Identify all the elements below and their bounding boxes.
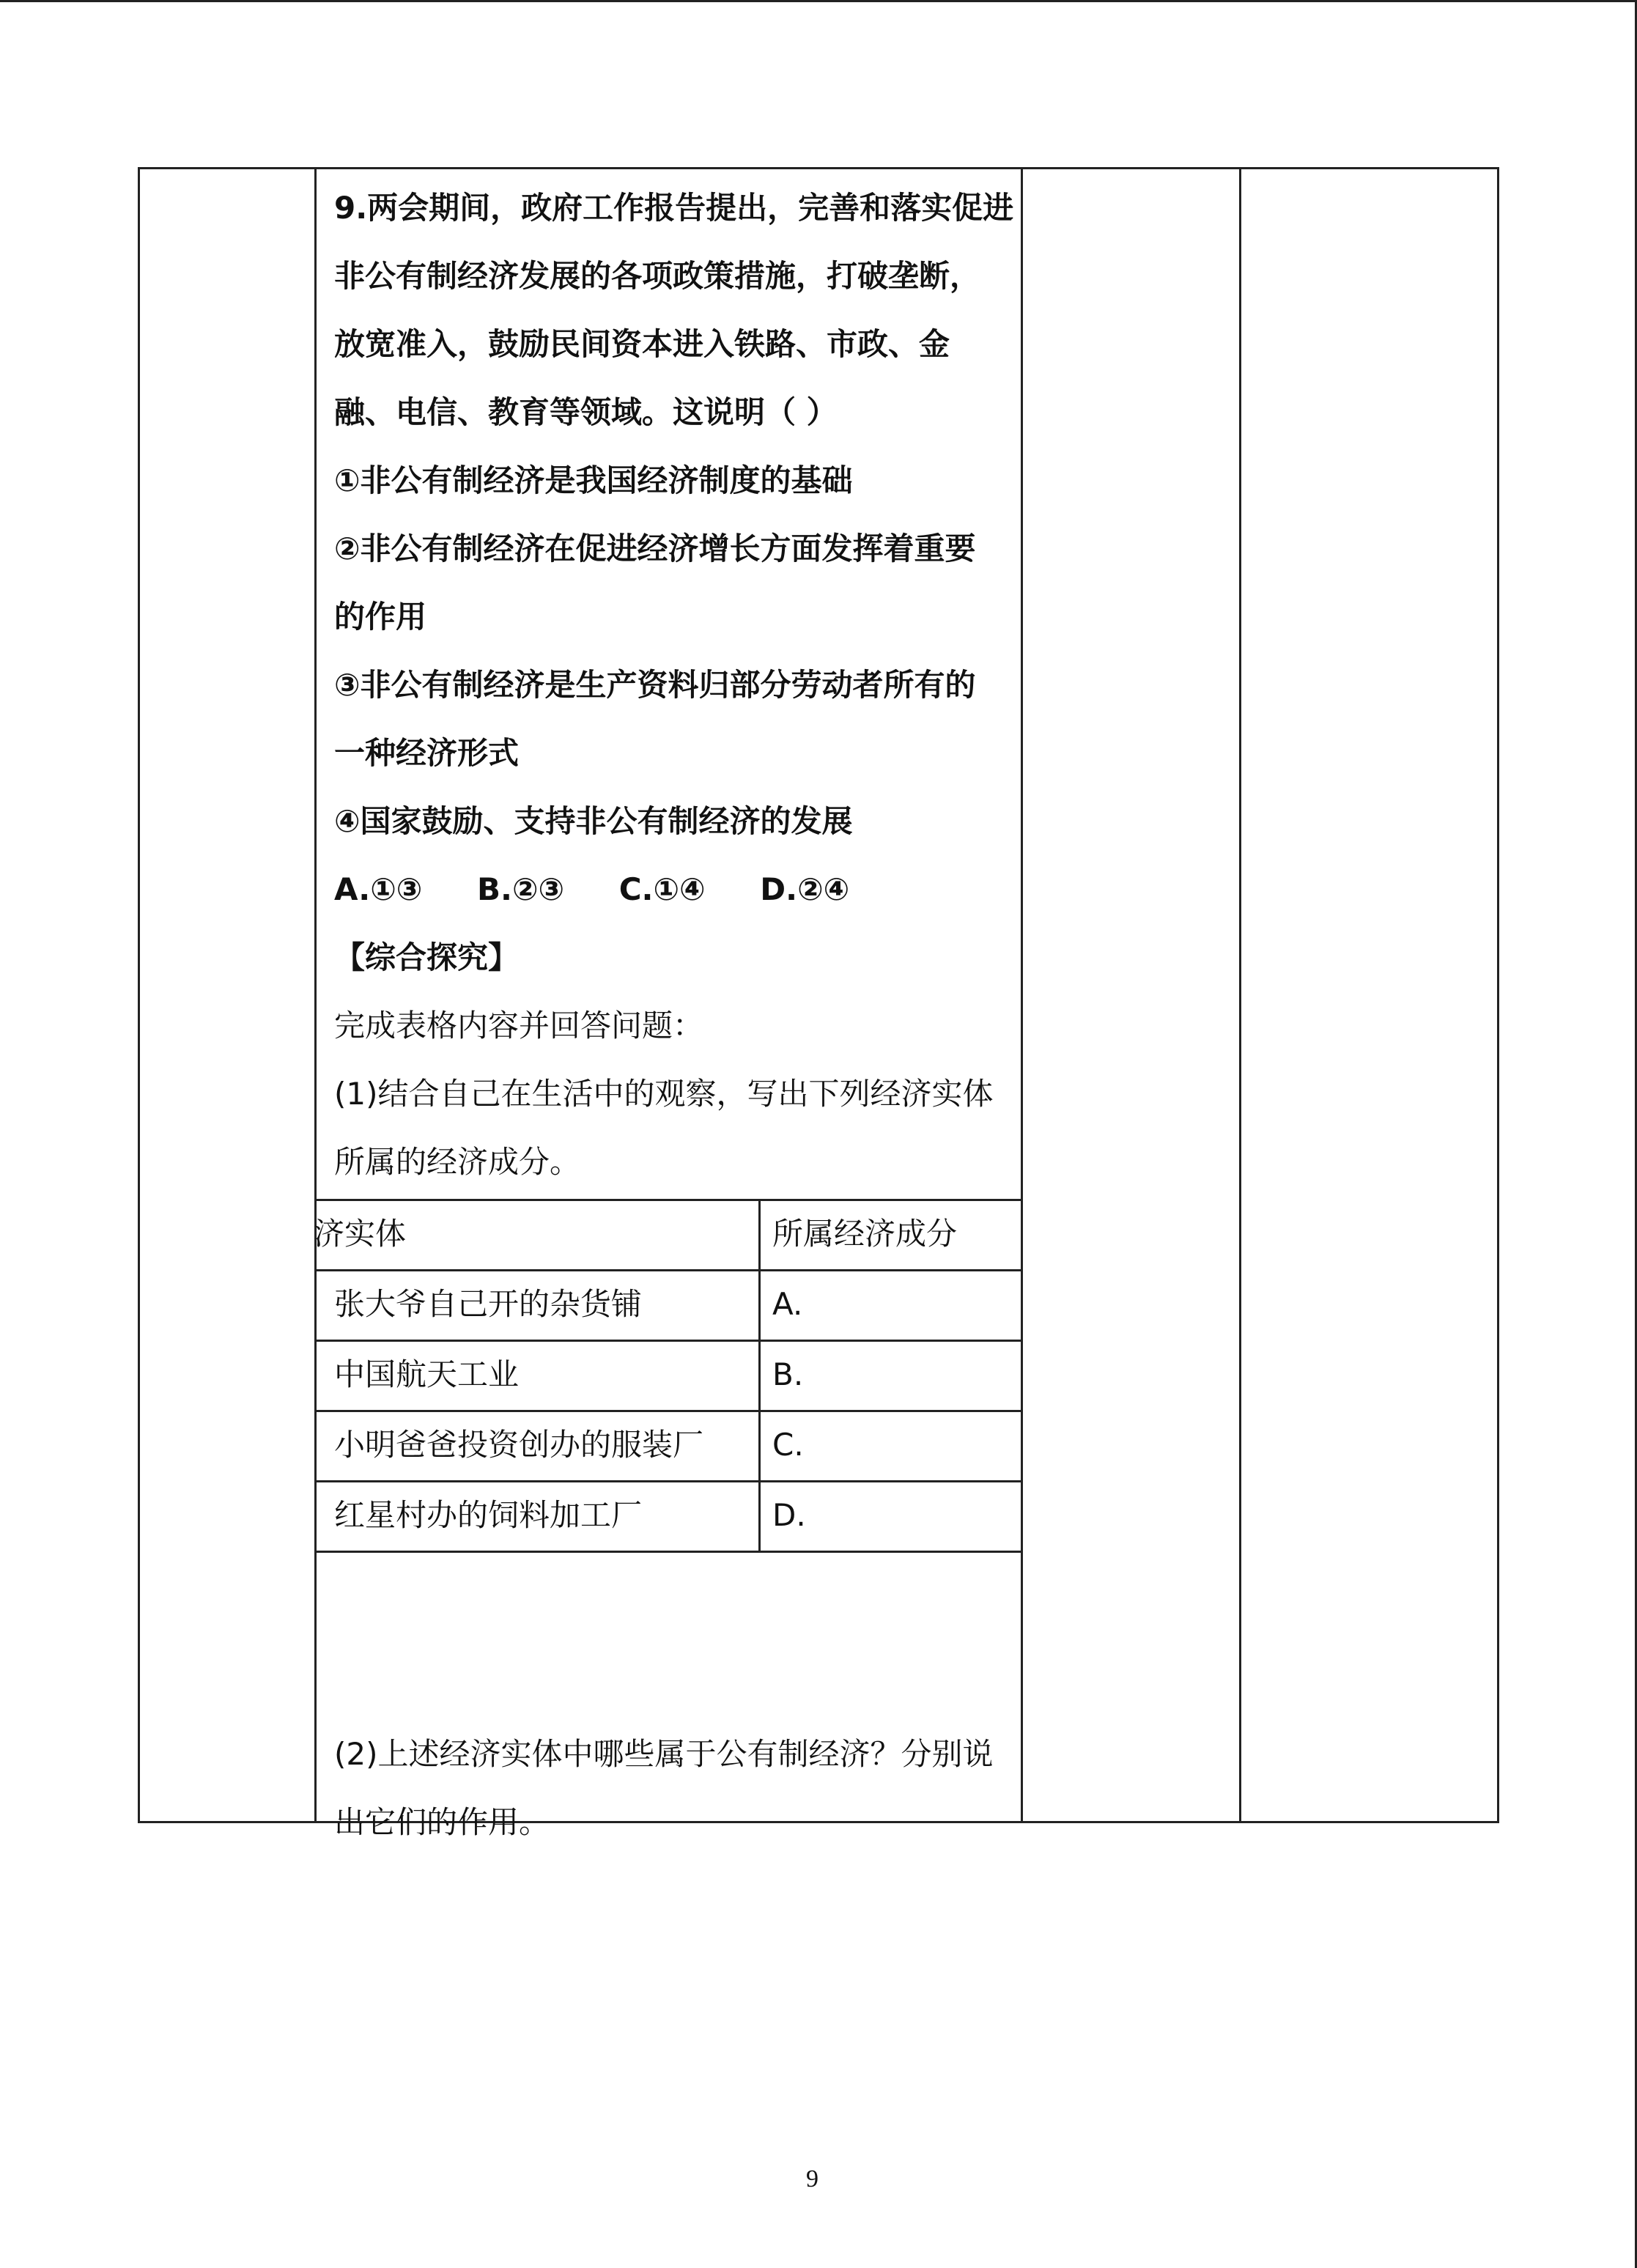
header-entity: 济实体 xyxy=(314,1216,407,1252)
question-line-1: 9.两会期间，政府工作报告提出，完善和落实促进 xyxy=(334,190,1014,226)
inquiry-instruction: 完成表格内容并回答问题： xyxy=(334,1008,704,1043)
lesson-table xyxy=(138,167,1499,1840)
entity-cell: 红星村办的饲料加工厂 xyxy=(334,1497,643,1533)
option-a: A.①③ xyxy=(334,871,423,907)
option-d: D.②④ xyxy=(760,871,850,907)
entity-cell: 张大爷自己开的杂货铺 xyxy=(334,1286,643,1322)
table-row xyxy=(317,1342,1021,1412)
component-cell: B. xyxy=(772,1356,804,1392)
question-line-4: 融、电信、教育等领域。这说明（ ） xyxy=(334,394,838,430)
inquiry-q2-line-2: 出它们的作用。 xyxy=(334,1804,550,1840)
economic-entity-table xyxy=(314,1199,1021,1553)
statement-3: ③非公有制经济是生产资料归部分劳动者所有的 xyxy=(334,667,976,703)
inquiry-q1-line-1: (1)结合自己在生活中的观察，写出下列经济实体 xyxy=(334,1076,994,1112)
component-cell: C. xyxy=(772,1427,804,1463)
statement-2-cont: 的作用 xyxy=(334,599,427,635)
statement-3-cont: 一种经济形式 xyxy=(334,735,520,771)
answer-options xyxy=(334,871,893,908)
entity-cell: 中国航天工业 xyxy=(334,1356,520,1392)
column-divider-3 xyxy=(1239,169,1241,1821)
header-component: 所属经济成分 xyxy=(772,1216,958,1252)
page-top-border xyxy=(0,0,1637,2)
statement-1: ①非公有制经济是我国经济制度的基础 xyxy=(334,462,853,498)
option-b: B.②③ xyxy=(477,871,565,907)
inquiry-q1-line-2: 所属的经济成分。 xyxy=(334,1144,581,1180)
component-cell: A. xyxy=(772,1286,803,1322)
page-number: 9 xyxy=(806,2165,818,2193)
inquiry-heading: 【综合探究】 xyxy=(334,939,520,975)
inquiry-q2-line-1: (2)上述经济实体中哪些属于公有制经济？分别说 xyxy=(334,1736,994,1772)
statement-2: ②非公有制经济在促进经济增长方面发挥着重要 xyxy=(334,531,976,566)
table-row xyxy=(317,1482,1021,1553)
table-header-row xyxy=(314,1201,1021,1271)
content-cell xyxy=(314,169,1021,1840)
column-divider-2 xyxy=(1021,169,1023,1821)
table-row xyxy=(317,1412,1021,1482)
entity-cell: 小明爸爸投资创办的服装厂 xyxy=(334,1427,704,1463)
table-row xyxy=(317,1271,1021,1342)
component-cell: D. xyxy=(772,1497,806,1533)
option-c: C.①④ xyxy=(618,871,706,907)
question-line-3: 放宽准入，鼓励民间资本进入铁路、市政、金 xyxy=(334,326,950,362)
statement-4: ④国家鼓励、支持非公有制经济的发展 xyxy=(334,803,853,839)
question-line-2: 非公有制经济发展的各项政策措施，打破垄断， xyxy=(334,258,981,294)
